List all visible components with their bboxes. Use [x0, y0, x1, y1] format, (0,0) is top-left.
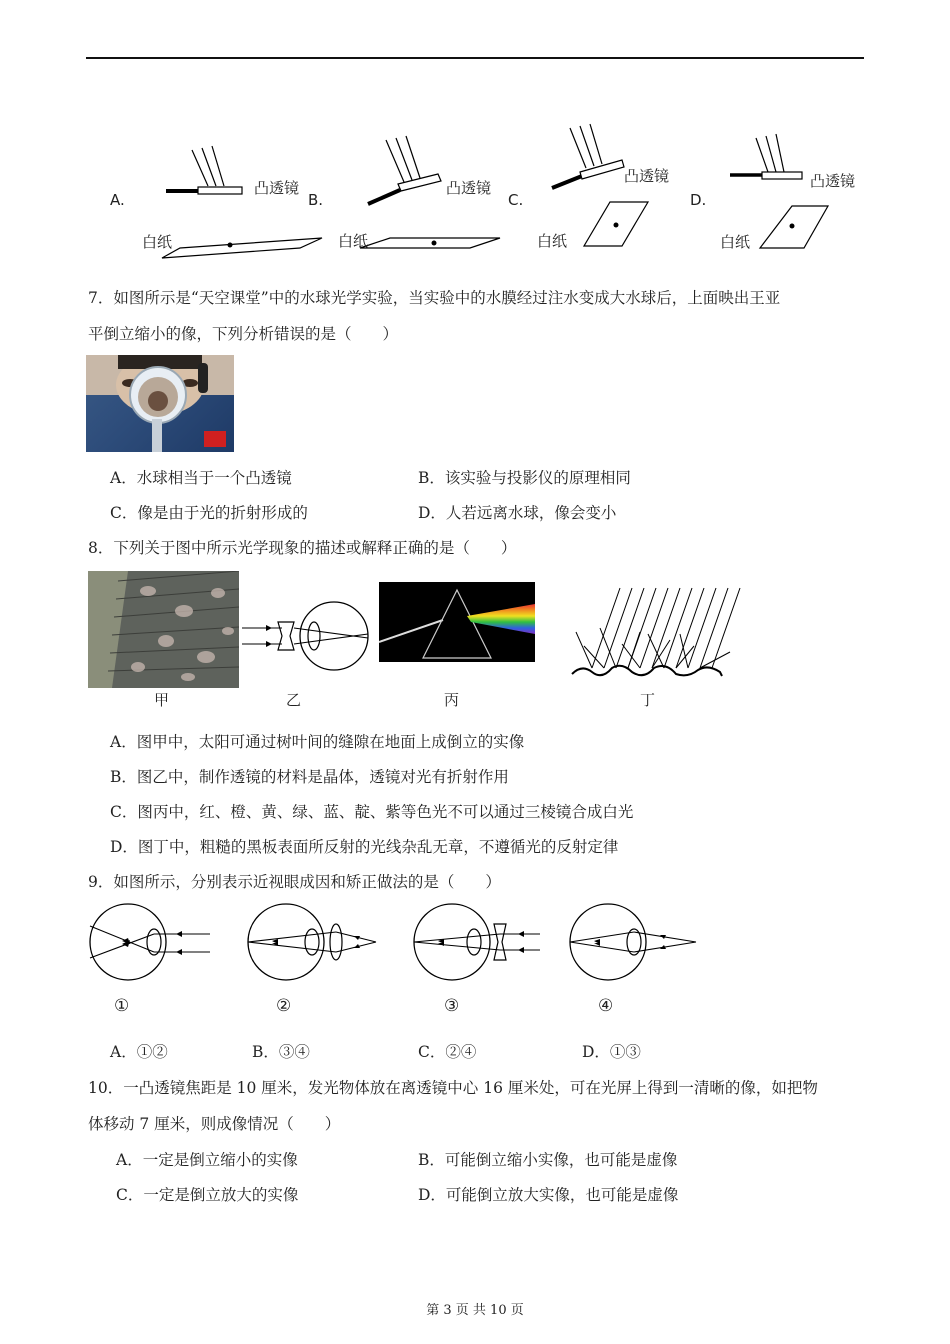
- q8-caption-yi: 乙: [286, 691, 302, 709]
- q6-a-paper-label: 白纸: [142, 233, 173, 251]
- q9-caption-2: ②: [276, 996, 292, 1016]
- q10-option-d: D．可能倒立放大实像，也可能是虚像: [418, 1186, 679, 1204]
- q7-option-d: D．人若远离水球，像会变小: [418, 504, 617, 522]
- q9-eye-diagram-2: [244, 900, 384, 990]
- q7-stem-line1: 7．如图所示是“天空课堂”中的水球光学实验，当实验中的水膜经过注水变成大水球后，上面映出王亚: [88, 289, 781, 307]
- q9-option-b: B．③④: [252, 1043, 310, 1061]
- q9-eye-diagram-1: [86, 900, 221, 990]
- q10-option-a: A．一定是倒立缩小的实像: [116, 1151, 298, 1169]
- q9-caption-3: ③: [444, 996, 460, 1016]
- q9-option-c: C．②④: [418, 1043, 477, 1061]
- q6-option-b: B.: [308, 191, 324, 209]
- q8-stem: 8．下列关于图中所示光学现象的描述或解释正确的是（ ）: [88, 539, 517, 557]
- q7-option-b: B．该实验与投影仪的原理相同: [418, 469, 631, 487]
- q8-figure-jia-photo: [88, 571, 239, 688]
- q6-option-c: C.: [508, 191, 524, 209]
- q7-water-ball-photo: [86, 355, 234, 452]
- q6-option-d: D.: [690, 191, 707, 209]
- q9-stem: 9．如图所示，分别表示近视眼成因和矫正做法的是（ ）: [88, 873, 501, 891]
- q6-c-lens-label: 凸透镜: [624, 167, 670, 185]
- q9-caption-4: ④: [598, 996, 614, 1016]
- q8-caption-jia: 甲: [154, 691, 170, 709]
- page-footer: 第 3 页 共 10 页: [426, 1303, 524, 1318]
- q7-option-a: A．水球相当于一个凸透镜: [110, 469, 292, 487]
- q8-option-d: D．图丁中，粗糙的黑板表面所反射的光线杂乱无章，不遵循光的反射定律: [110, 838, 619, 856]
- q10-stem-line1: 10．一凸透镜焦距是 10 厘米，发光物体放在离透镜中心 16 厘米处，可在光屏上得到一清晰的像，如把物: [88, 1079, 818, 1097]
- q9-caption-1: ①: [114, 996, 130, 1016]
- q6-d-lens-label: 凸透镜: [810, 172, 856, 190]
- q7-stem-line2: 平倒立缩小的像，下列分析错误的是（ ）: [88, 325, 399, 343]
- q9-option-d: D．①③: [582, 1043, 641, 1061]
- q8-option-a: A．图甲中，太阳可通过树叶间的缝隙在地面上成倒立的实像: [110, 733, 525, 751]
- q8-figure-bing-photo: [379, 582, 535, 662]
- q6-c-paper-label: 白纸: [537, 232, 568, 250]
- q7-option-c: C．像是由于光的折射形成的: [110, 504, 308, 522]
- q8-option-c: C．图丙中，红、橙、黄、绿、蓝、靛、紫等色光不可以通过三棱镜合成白光: [110, 803, 634, 821]
- q10-option-b: B．可能倒立缩小实像，也可能是虚像: [418, 1151, 678, 1169]
- q6-a-lens-label: 凸透镜: [254, 179, 300, 197]
- q8-option-b: B．图乙中，制作透镜的材料是晶体，透镜对光有折射作用: [110, 768, 509, 786]
- header-rule: [86, 57, 864, 59]
- q6-option-a: A.: [110, 191, 125, 209]
- q8-caption-bing: 丙: [444, 691, 460, 709]
- q9-option-a: A．①②: [110, 1043, 168, 1061]
- q6-d-paper-label: 白纸: [720, 233, 751, 251]
- q8-caption-ding: 丁: [640, 691, 656, 709]
- q6-b-paper-label: 白纸: [338, 232, 369, 250]
- q8-figure-yi-diagram: [238, 598, 378, 688]
- q9-eye-diagram-4: [566, 900, 706, 990]
- q10-option-c: C．一定是倒立放大的实像: [116, 1186, 299, 1204]
- q6-b-lens-label: 凸透镜: [446, 179, 492, 197]
- q8-figure-ding-diagram: [570, 584, 750, 684]
- q9-eye-diagram-3: [410, 900, 550, 990]
- q10-stem-line2: 体移动 7 厘米，则成像情况（ ）: [88, 1115, 341, 1133]
